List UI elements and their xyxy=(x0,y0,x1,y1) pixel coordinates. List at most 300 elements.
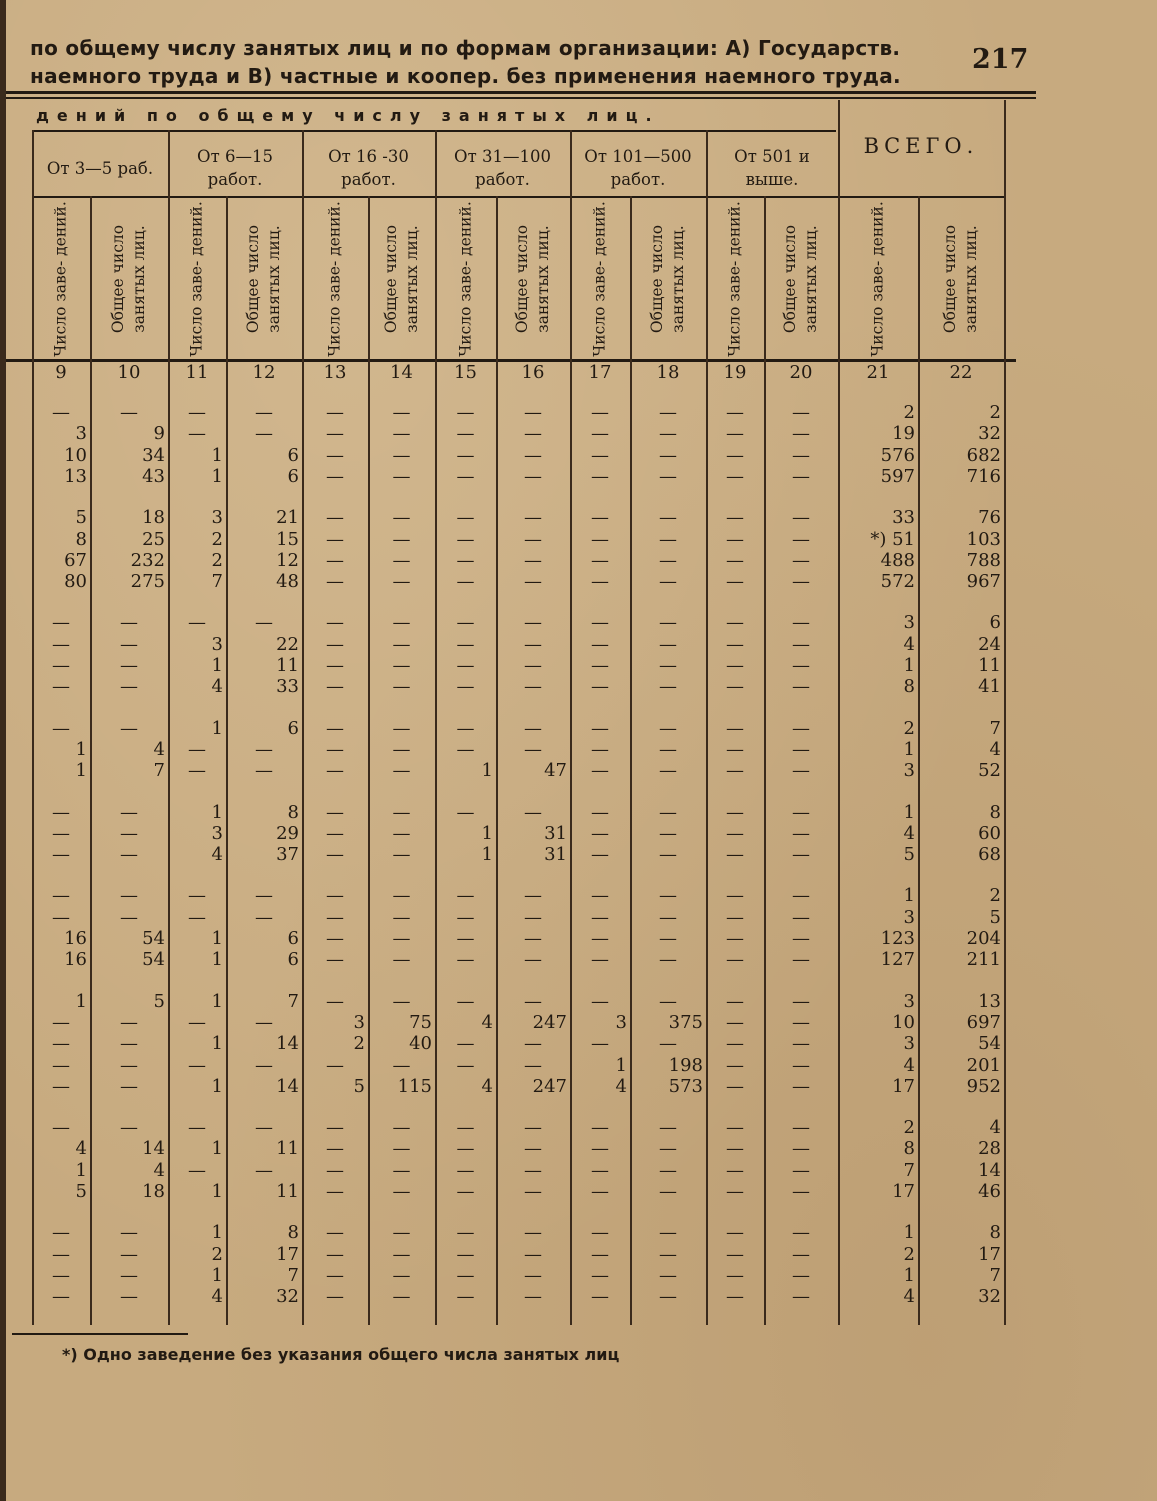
table-cell: — xyxy=(52,1222,70,1244)
table-cell: — xyxy=(792,633,810,655)
table-cell: — xyxy=(726,885,744,907)
table-cell: — xyxy=(659,1181,677,1202)
table-cell: — xyxy=(52,717,70,739)
table-cell: — xyxy=(392,633,411,655)
table-cell: — xyxy=(726,822,744,844)
table-cell: — xyxy=(326,949,344,971)
table-cell: — xyxy=(659,1286,677,1308)
table-cell: — xyxy=(726,844,744,866)
table-cell: — xyxy=(326,1117,344,1139)
table-cell: — xyxy=(456,1159,475,1181)
table-cell: — xyxy=(188,1159,206,1181)
table-cell: — xyxy=(120,655,138,676)
table-cell: — xyxy=(792,906,810,928)
group-header-rule xyxy=(32,130,836,132)
table-cell: — xyxy=(120,822,138,844)
table-cell: — xyxy=(659,844,677,866)
column-number: 19 xyxy=(723,362,747,383)
table-cell: — xyxy=(591,885,609,907)
table-cell: — xyxy=(792,738,810,760)
column-number: 18 xyxy=(656,362,680,383)
table-cell: 1 xyxy=(903,655,915,676)
table-cell: 11 xyxy=(276,1138,299,1160)
subheader-establishments-label: Число заве- дений. xyxy=(456,201,474,357)
table-cell: — xyxy=(591,465,609,487)
table-cell: — xyxy=(392,1117,411,1139)
table-cell: — xyxy=(255,402,273,423)
table-cell: — xyxy=(792,1054,810,1076)
column-number: 16 xyxy=(521,362,545,383)
table-cell: — xyxy=(659,822,677,844)
table-cell: — xyxy=(792,760,810,782)
table-cell: — xyxy=(659,1222,677,1244)
page-number: 217 xyxy=(972,44,1029,75)
table-cell: 3 xyxy=(353,1011,365,1033)
table-cell: — xyxy=(792,1181,810,1202)
table-cell: — xyxy=(792,465,810,487)
table-cell: — xyxy=(659,676,677,698)
table-cell: — xyxy=(120,612,138,634)
table-cell: — xyxy=(52,676,70,698)
subheader-employed xyxy=(764,200,838,358)
table-cell: — xyxy=(792,822,810,844)
table-cell: — xyxy=(726,1222,744,1244)
table-cell: — xyxy=(326,465,344,487)
table-cell: — xyxy=(659,465,677,487)
column-number: 20 xyxy=(789,362,813,383)
table-cell: — xyxy=(392,549,411,571)
table-cell: — xyxy=(392,676,411,698)
subheader-employed-label: Общее число занятых лиц. xyxy=(109,224,148,334)
table-cell: 1 xyxy=(481,822,493,844)
table-cell: 4 xyxy=(153,1159,165,1181)
table-cell: 24 xyxy=(978,633,1001,655)
table-cell: — xyxy=(524,676,542,698)
table-cell: 32 xyxy=(978,423,1001,445)
table-cell: — xyxy=(456,655,475,676)
table-cell: 7 xyxy=(903,1159,915,1181)
table-cell: — xyxy=(524,1117,542,1139)
table-cell: — xyxy=(792,1033,810,1055)
table-cell: 2 xyxy=(211,1243,223,1265)
table-cell: 18 xyxy=(142,507,165,529)
table-cell: 2 xyxy=(903,1243,915,1265)
table-cell: 19 xyxy=(892,423,915,445)
total-header: ВСЕГО. xyxy=(863,134,979,158)
table-cell: — xyxy=(392,423,411,445)
table-cell: 7 xyxy=(153,760,165,782)
table-cell: — xyxy=(392,1159,411,1181)
table-cell: 32 xyxy=(978,1286,1001,1308)
table-cell: — xyxy=(188,423,206,445)
table-cell: 29 xyxy=(276,822,299,844)
table-cell: — xyxy=(726,906,744,928)
table-cell: 11 xyxy=(276,1181,299,1202)
table-cell: — xyxy=(591,612,609,634)
table-cell: — xyxy=(255,1117,273,1139)
table-cell: — xyxy=(524,801,542,823)
table-cell: — xyxy=(591,949,609,971)
table-cell: — xyxy=(726,633,744,655)
table-cell: — xyxy=(52,402,70,423)
table-cell: 3 xyxy=(211,822,223,844)
table-cell: — xyxy=(524,990,542,1012)
table-cell: — xyxy=(326,612,344,634)
table-cell: — xyxy=(591,760,609,782)
table-cell: — xyxy=(726,801,744,823)
table-cell: — xyxy=(52,906,70,928)
table-cell: 1 xyxy=(211,465,223,487)
column-number: 14 xyxy=(390,362,413,383)
table-cell: — xyxy=(524,738,542,760)
table-cell: — xyxy=(188,1054,206,1076)
table-cell: 3 xyxy=(903,906,915,928)
table-cell: — xyxy=(659,906,677,928)
table-cell: — xyxy=(456,1054,475,1076)
table-cell: — xyxy=(120,1054,138,1076)
table-cell: — xyxy=(659,1159,677,1181)
heading-rule-bottom xyxy=(6,97,1036,99)
table-cell: 1 xyxy=(211,1222,223,1244)
table-cell: — xyxy=(392,885,411,907)
table-cell: 3 xyxy=(903,612,915,634)
page-heading-line-1: по общему числу занятых лиц и по формам организации: А) Государств. xyxy=(30,36,901,60)
table-cell: — xyxy=(591,444,609,466)
table-cell: 1 xyxy=(211,1138,223,1160)
table-cell: *) 51 xyxy=(870,528,915,550)
column-divider xyxy=(1004,100,1006,1325)
table-cell: — xyxy=(326,633,344,655)
table-cell: 33 xyxy=(276,676,299,698)
table-cell: — xyxy=(591,801,609,823)
table-cell: — xyxy=(392,990,411,1012)
table-cell: — xyxy=(524,1222,542,1244)
table-cell: 201 xyxy=(966,1054,1001,1076)
table-cell: — xyxy=(188,1117,206,1139)
table-cell: — xyxy=(392,906,411,928)
table-cell: — xyxy=(524,507,542,529)
table-cell: 8 xyxy=(75,528,87,550)
table-cell: — xyxy=(326,1264,344,1286)
table-cell: — xyxy=(792,528,810,550)
table-cell: 211 xyxy=(966,949,1001,971)
table-cell: — xyxy=(591,423,609,445)
table-cell: — xyxy=(392,528,411,550)
table-cell: 12 xyxy=(276,549,299,571)
column-number: 13 xyxy=(323,362,347,383)
table-cell: 6 xyxy=(287,717,299,739)
table-cell: — xyxy=(524,549,542,571)
table-cell: — xyxy=(52,801,70,823)
table-cell: — xyxy=(726,571,744,593)
table-cell: 7 xyxy=(287,990,299,1012)
table-cell: 572 xyxy=(880,571,915,593)
subheader-employed xyxy=(496,200,570,358)
table-cell: 14 xyxy=(276,1075,299,1097)
table-cell: — xyxy=(524,906,542,928)
table-cell: — xyxy=(726,507,744,529)
table-cell: — xyxy=(524,612,542,634)
table-cell: — xyxy=(188,738,206,760)
table-cell: — xyxy=(120,1033,138,1055)
table-cell: — xyxy=(456,444,475,466)
subheader-employed-label: Общее число занятых лиц. xyxy=(648,224,687,334)
table-cell: — xyxy=(120,1243,138,1265)
table-cell: 4 xyxy=(211,844,223,866)
table-cell: 31 xyxy=(544,844,567,866)
group-header-group-31-100: От 31—100 работ. xyxy=(454,147,551,189)
table-cell: — xyxy=(456,402,475,423)
table-cell: — xyxy=(188,906,206,928)
table-cell: 204 xyxy=(966,928,1001,949)
table-cell: — xyxy=(792,655,810,676)
table-cell: 1 xyxy=(211,655,223,676)
subheader-establishments-label: Число заве- дений. xyxy=(51,201,70,357)
table-cell: — xyxy=(726,676,744,698)
table-cell: 1 xyxy=(211,928,223,949)
subheader-rule xyxy=(32,196,1004,198)
table-cell: — xyxy=(456,949,475,971)
table-cell: — xyxy=(392,571,411,593)
table-cell: — xyxy=(524,717,542,739)
table-cell: — xyxy=(456,507,475,529)
table-cell: 3 xyxy=(615,1011,627,1033)
table-cell: — xyxy=(524,423,542,445)
table-cell: — xyxy=(52,1054,70,1076)
table-cell: 13 xyxy=(978,990,1001,1012)
table-cell: 11 xyxy=(978,655,1001,676)
table-cell: — xyxy=(726,990,744,1012)
table-cell: — xyxy=(659,507,677,529)
table-cell: — xyxy=(188,612,206,634)
table-cell: 103 xyxy=(966,528,1001,550)
subheader-employed xyxy=(226,200,302,358)
table-cell: — xyxy=(591,906,609,928)
table-cell: 697 xyxy=(966,1011,1001,1033)
table-cell: 13 xyxy=(64,465,87,487)
table-cell: — xyxy=(326,1286,344,1308)
table-cell: — xyxy=(659,549,677,571)
table-cell: — xyxy=(392,507,411,529)
table-cell: — xyxy=(392,738,411,760)
table-cell: — xyxy=(392,1264,411,1286)
table-cell: — xyxy=(120,633,138,655)
column-number: 17 xyxy=(588,362,612,383)
table-cell: — xyxy=(392,1181,411,1202)
table-cell: 573 xyxy=(668,1075,703,1097)
table-cell: — xyxy=(659,717,677,739)
table-cell: — xyxy=(792,571,810,593)
subheader-establishments xyxy=(435,200,496,358)
table-cell: — xyxy=(726,1243,744,1265)
table-cell: — xyxy=(524,1286,542,1308)
table-cell: 1 xyxy=(211,990,223,1012)
table-cell: — xyxy=(591,676,609,698)
table-cell: — xyxy=(326,444,344,466)
table-cell: 375 xyxy=(668,1011,703,1033)
table-cell: 67 xyxy=(64,549,87,571)
table-cell: — xyxy=(591,844,609,866)
table-cell: — xyxy=(326,507,344,529)
table-cell: 5 xyxy=(353,1075,365,1097)
table-cell: — xyxy=(726,444,744,466)
table-cell: 18 xyxy=(142,1181,165,1202)
table-cell: 4 xyxy=(989,738,1001,760)
table-cell: — xyxy=(591,717,609,739)
table-cell: — xyxy=(792,949,810,971)
table-cell: — xyxy=(456,928,475,949)
table-cell: — xyxy=(255,1011,273,1033)
table-cell: — xyxy=(792,676,810,698)
subheader-employed xyxy=(918,200,1004,358)
subheader-employed-label: Общее число занятых лиц. xyxy=(513,224,552,334)
table-cell: 1 xyxy=(615,1054,627,1076)
table-cell: — xyxy=(524,949,542,971)
table-cell: 275 xyxy=(130,571,165,593)
table-cell: 1 xyxy=(75,1159,87,1181)
table-cell: 1 xyxy=(75,990,87,1012)
table-cell: 76 xyxy=(978,507,1001,529)
table-cell: 1 xyxy=(903,1222,915,1244)
table-cell: — xyxy=(52,1075,70,1097)
table-cell: — xyxy=(726,1181,744,1202)
table-cell: — xyxy=(659,655,677,676)
table-cell: — xyxy=(524,1264,542,1286)
table-cell: — xyxy=(52,822,70,844)
table-cell: — xyxy=(524,444,542,466)
table-cell: — xyxy=(792,717,810,739)
table-cell: — xyxy=(120,906,138,928)
table-cell: — xyxy=(524,1159,542,1181)
column-number: 10 xyxy=(117,362,141,383)
table-cell: — xyxy=(524,571,542,593)
table-cell: — xyxy=(792,549,810,571)
table-cell: — xyxy=(726,1264,744,1286)
table-cell: 788 xyxy=(966,549,1001,571)
table-cell: — xyxy=(591,1033,609,1055)
table-cell: — xyxy=(524,1181,542,1202)
table-cell: — xyxy=(456,1222,475,1244)
table-cell: — xyxy=(326,571,344,593)
table-cell: — xyxy=(52,885,70,907)
table-cell: 16 xyxy=(64,949,87,971)
group-header-group-501-plus: От 501 и выше. xyxy=(734,147,810,189)
table-cell: 1 xyxy=(75,738,87,760)
table-cell: — xyxy=(726,1054,744,1076)
subheader-employed xyxy=(368,200,435,358)
subheader-establishments xyxy=(168,200,226,358)
table-cell: 40 xyxy=(409,1033,432,1055)
table-cell: — xyxy=(726,1286,744,1308)
table-cell: — xyxy=(52,633,70,655)
table-cell: 1 xyxy=(211,717,223,739)
table-cell: — xyxy=(726,760,744,782)
table-cell: — xyxy=(188,885,206,907)
table-cell: — xyxy=(255,423,273,445)
column-number: 21 xyxy=(866,362,890,383)
table-cell: — xyxy=(392,928,411,949)
table-cell: — xyxy=(792,928,810,949)
table-cell: — xyxy=(659,885,677,907)
table-cell: 1 xyxy=(211,1181,223,1202)
table-cell: 6 xyxy=(989,612,1001,634)
table-cell: 25 xyxy=(142,528,165,550)
table-cell: — xyxy=(326,549,344,571)
table-cell: — xyxy=(524,928,542,949)
table-cell: — xyxy=(591,402,609,423)
table-cell: — xyxy=(326,822,344,844)
footnote: *) Одно заведение без указания общего числа занятых лиц xyxy=(62,1345,620,1364)
table-cell: — xyxy=(726,549,744,571)
table-cell: — xyxy=(326,928,344,949)
table-cell: — xyxy=(392,801,411,823)
table-cell: 576 xyxy=(880,444,915,466)
table-cell: — xyxy=(392,1222,411,1244)
table-cell: — xyxy=(392,949,411,971)
table-cell: — xyxy=(524,465,542,487)
table-cell: — xyxy=(591,1117,609,1139)
table-cell: 5 xyxy=(75,507,87,529)
table-cell: — xyxy=(726,1117,744,1139)
table-cell: — xyxy=(120,801,138,823)
table-cell: — xyxy=(792,423,810,445)
table-cell: 2 xyxy=(903,1117,915,1139)
table-cell: 127 xyxy=(880,949,915,971)
table-cell: 4 xyxy=(153,738,165,760)
table-cell: 17 xyxy=(276,1243,299,1265)
table-cell: — xyxy=(726,465,744,487)
table-cell: 4 xyxy=(211,676,223,698)
table-cell: 4 xyxy=(481,1075,493,1097)
table-cell: 1 xyxy=(903,738,915,760)
table-cell: 22 xyxy=(276,633,299,655)
table-cell: — xyxy=(591,633,609,655)
table-cell: — xyxy=(456,612,475,634)
subheader-establishments-label: Число заве- дений. xyxy=(725,201,744,357)
table-cell: 1 xyxy=(75,760,87,782)
table-cell: — xyxy=(591,928,609,949)
table-cell: 75 xyxy=(409,1011,432,1033)
table-cell: — xyxy=(591,1243,609,1265)
table-cell: 1 xyxy=(211,1033,223,1055)
subheader-employed-label: Общее число занятых лиц. xyxy=(941,224,980,334)
table-cell: — xyxy=(456,633,475,655)
table-cell: — xyxy=(456,676,475,698)
table-cell: 1 xyxy=(211,1264,223,1286)
table-cell: — xyxy=(326,402,344,423)
table-cell: — xyxy=(52,1243,70,1265)
table-cell: — xyxy=(326,885,344,907)
table-cell: — xyxy=(255,612,273,634)
table-cell: — xyxy=(326,801,344,823)
table-cell: 123 xyxy=(880,928,915,949)
table-cell: 8 xyxy=(287,1222,299,1244)
table-cell: — xyxy=(120,1011,138,1033)
table-cell: — xyxy=(52,1264,70,1286)
table-cell: — xyxy=(659,738,677,760)
table-cell: — xyxy=(255,760,273,782)
table-cell: 7 xyxy=(287,1264,299,1286)
table-cell: — xyxy=(659,1243,677,1265)
table-cell: 2 xyxy=(903,402,915,423)
table-cell: — xyxy=(792,1159,810,1181)
table-cell: 5 xyxy=(903,844,915,866)
page-binding-edge xyxy=(0,0,6,1501)
table-cell: — xyxy=(659,1264,677,1286)
table-cell: — xyxy=(255,1054,273,1076)
table-cell: — xyxy=(326,1054,344,1076)
table-cell: 1 xyxy=(903,1264,915,1286)
